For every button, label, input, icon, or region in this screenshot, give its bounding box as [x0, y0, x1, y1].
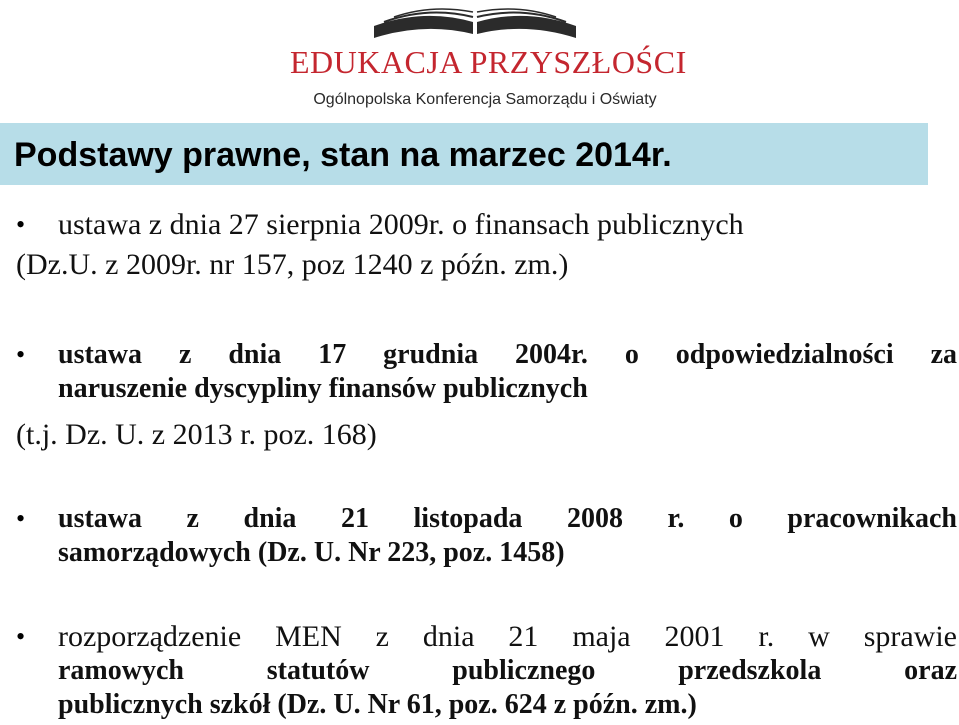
item-line: ustawa z dnia 27 sierpnia 2009r. o finansach publicznych: [58, 208, 744, 241]
list-item: [16, 502, 957, 570]
bullet-icon: •: [16, 340, 26, 369]
item-line: ustawa z dnia 21 listopada 2008 r. o pracownikach: [58, 503, 957, 534]
title-bar: [0, 123, 928, 185]
list-item: [16, 620, 957, 722]
item-line: (t.j. Dz. U. z 2013 r. poz. 168): [16, 418, 377, 451]
brand-subtitle: Ogólnopolska Konferencja Samorządu i Oświaty: [313, 91, 657, 108]
item-line: ustawa z dnia 17 grudnia 2004r. o odpowiedzialności za: [58, 339, 957, 370]
item-line: samorządowych (Dz. U. Nr 223, poz. 1458): [58, 537, 565, 568]
brand-name: EDUKACJA PRZYSZŁOŚCI: [290, 44, 687, 80]
bullet-icon: •: [16, 504, 26, 533]
conference-logo: [290, 4, 687, 114]
item-line: rozporządzenie MEN z dnia 21 maja 2001 r. w sprawie: [58, 620, 957, 653]
item-line: (Dz.U. z 2009r. nr 157, poz 1240 z późn. zm.): [16, 248, 569, 281]
item-line: ramowych statutów publicznego przedszkola oraz: [58, 655, 957, 686]
bullet-icon: •: [16, 622, 26, 651]
page-title: Podstawy prawne, stan na marzec 2014r.: [14, 136, 672, 174]
list-item: [16, 208, 957, 282]
open-book-icon: [372, 4, 578, 40]
item-line: naruszenie dyscypliny finansów publicznych: [58, 373, 588, 404]
item-line: publicznych szkół (Dz. U. Nr 61, poz. 624 z późn. zm.): [58, 689, 697, 720]
bullet-icon: •: [16, 210, 26, 239]
list-item: [16, 338, 957, 452]
